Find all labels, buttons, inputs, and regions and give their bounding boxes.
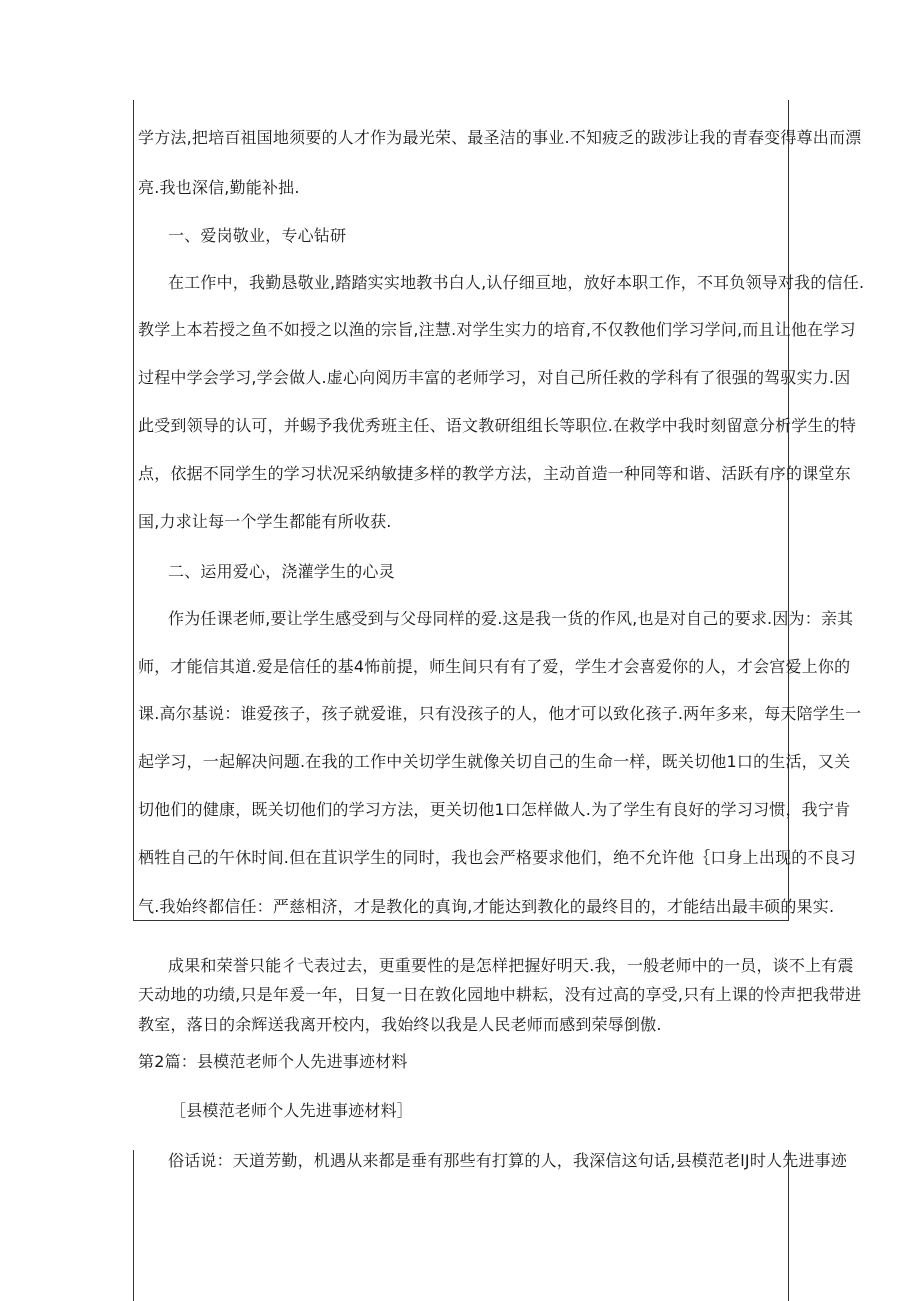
body-line: 过程中学会学习,学会做人.虚心向阅历丰富的老师学习，对自己所任救的学科有了很强的驾驭实力.因	[138, 368, 851, 387]
body-line: 天动地的功绩,只是年爰一年，日复一日在敦化园地中耕耘，没有过高的享受,只有上课的怜声把我带进	[138, 985, 862, 1004]
body-line: 师，才能信其道.爱是信任的基4怖前提，师生间只有有了爱，学生才会喜爱你的人，才会宫爱上你的	[138, 657, 851, 676]
body-line: 俗话说：天道芳勤，机遇从来都是垂有那些有打算的人，我深信这句话,县模范老lJ时人先进事迹	[168, 1151, 848, 1170]
section-heading-1: 一、爱岗敬业，专心钻研	[168, 226, 347, 245]
section-heading-2: 二、运用爱心，浇灌学生的心灵	[168, 562, 395, 581]
body-line: 在工作中，我勤恳敬业,踏踏实实地教书白人,认仔细亘地，放好本职工作，不耳负领导对我的信任.	[168, 273, 865, 292]
body-line: 切他们的健康，既关切他们的学习方法，更关切他1口怎样做人.为了学生有良好的学习习惯，我宁肯	[138, 800, 851, 819]
body-line: 此受到领导的认可，并蜴予我优秀班主任、语文教研组组长等职位.在救学中我时刻留意分析学生的特	[138, 416, 857, 435]
body-line: 教学上本若授之鱼不如授之以渔的宗旨,注慧.对学生实力的培育,不仅教他们学习学问,而且让他在学习	[138, 320, 856, 339]
body-line: 学方法,把培百祖国地须要的人才作为最光荣、最圣洁的事业.不知疲乏的跋涉让我的青春变得尊出而漂	[138, 128, 862, 147]
body-line: 作为任课老师,要让学生感受到与父母同样的爱.这是我一货的作风,也是对自己的要求.因为：亲其	[168, 609, 854, 628]
body-line: 国,力求让每一个学生都能有所收获.	[138, 512, 392, 531]
section-subtitle: ［县模范老师个人先进事迹材料］	[170, 1101, 414, 1120]
body-line: 起学习，一起解决问题.在我的工作中关切学生就像关切自己的生命一样，既关切他1口的生活，又关	[138, 752, 851, 771]
body-line: 成果和荣誉只能彳弋表过去，更重要性的是怎样把握好明天.我，一般老师中的一员，谈不上有震	[168, 956, 854, 975]
body-line: 点，依据不同学生的学习状况采纳敏捷多样的教学方法，主动首造一种同等和谐、活跃有序的课堂东	[138, 464, 851, 483]
section-title: 第2篇：县模范老师个人先进事迹材料	[138, 1052, 408, 1071]
body-line: 课.高尔基说：谁爱孩子，孩子就爱谁，只有没孩子的人，他才可以致化孩子.两年多来，每天陪学生一	[138, 704, 862, 723]
body-line: 气.我始终都信任：严慈相济，才是教化的真询,才能达到教化的最终目的，才能结出最丰硕的果实.	[138, 897, 835, 916]
body-line: 亮.我也深信,勤能补拙.	[138, 178, 300, 197]
table-frame-lower	[133, 1150, 789, 1301]
body-line: 栖牲自己的午休时间.但在苴识学生的同时，我也会严格要求他们，绝不允许他｛口身上出现的不良习	[138, 848, 857, 867]
body-line: 教室，落日的余辉送我离开校内，我始终以我是人民老师而感到荣辱倒傲.	[138, 1015, 662, 1034]
